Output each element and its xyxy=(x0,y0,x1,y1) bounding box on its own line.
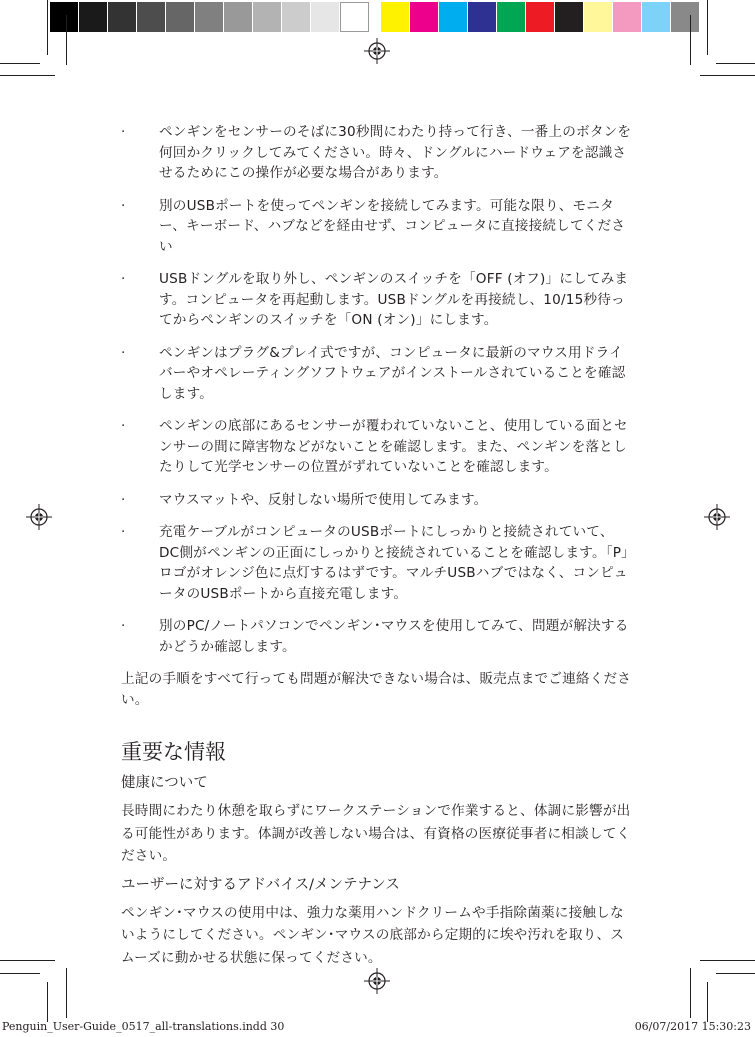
registration-target-icon xyxy=(26,504,52,530)
registration-target-icon xyxy=(704,504,730,530)
page-content xyxy=(121,122,633,975)
color-swatch xyxy=(166,2,195,32)
list-item xyxy=(121,416,633,478)
color-swatch xyxy=(108,2,137,32)
health-text: 長時間にわたり休憩を取らずにワークステーションで作業すると、体調に影響が出る可能性があります。体調が改善しない場合は、有資格の医療従事者に相談してください。 xyxy=(121,803,631,864)
color-swatch xyxy=(410,2,439,32)
crop-mark xyxy=(0,960,55,961)
bullet-marker: · xyxy=(121,618,126,634)
crop-mark xyxy=(700,75,755,76)
bullet-marker: · xyxy=(121,124,126,140)
color-swatch xyxy=(50,2,79,32)
bullet-marker: · xyxy=(121,197,126,214)
process-color-bar xyxy=(381,2,700,32)
list-item xyxy=(121,269,633,331)
crop-mark xyxy=(690,15,691,65)
list-item xyxy=(121,122,633,184)
crop-mark xyxy=(690,968,691,1018)
crop-mark xyxy=(707,982,708,1022)
troubleshooting-list xyxy=(121,122,633,657)
color-swatch xyxy=(137,2,166,32)
maintenance-heading: ユーザーに対するアドバイス/メンテナンス xyxy=(121,876,400,893)
list-item-text: ペンギンをセンサーのそばに30秒間にわたり持って行き、一番上のボタンを何回かクリックしてみてください。時々、ドングルにハードウェアを認識させるためにこの操作が必要な場合があります。 xyxy=(159,124,632,181)
crop-mark xyxy=(66,15,67,65)
list-item xyxy=(121,343,633,405)
file-slug: Penguin_User-Guide_0517_all-translations.indd 30 xyxy=(2,1020,285,1033)
crop-mark xyxy=(47,982,48,1022)
registration-target-icon xyxy=(364,38,390,64)
color-swatch xyxy=(671,2,700,32)
list-item-text: 別のUSBポートを使ってペンギンを接続してみます。可能な限り、モニター、キーボード、ハブなどを経由せず、コンピュータに直接接続してください xyxy=(159,197,626,255)
crop-mark xyxy=(716,63,755,64)
crop-mark xyxy=(700,960,755,961)
color-swatch xyxy=(195,2,224,32)
list-item xyxy=(121,490,633,511)
color-swatch xyxy=(340,2,369,32)
color-swatch xyxy=(311,2,340,32)
color-swatch xyxy=(526,2,555,32)
bullet-marker: · xyxy=(121,344,126,361)
color-swatch xyxy=(282,2,311,32)
bullet-marker: · xyxy=(121,271,126,287)
crop-mark xyxy=(716,973,755,974)
color-swatch xyxy=(253,2,282,32)
color-swatch xyxy=(468,2,497,32)
color-swatch xyxy=(224,2,253,32)
grayscale-color-bar xyxy=(50,2,369,32)
list-item-text: USBドングルを取り外し、ペンギンのスイッチを「OFF (オフ)」にしてみます。コンピュータを再起動します。USBドングルを再接続し、10/15秒待ってからペンギンのスイッチを「ON (オン)」にします。 xyxy=(159,271,629,328)
list-item-text: 別のPC/ノートパソコンでペンギン･マウスを使用してみて、問題が解決するかどうか確認します。 xyxy=(159,618,629,655)
health-heading: 健康について xyxy=(121,775,208,791)
maintenance-text: ペンギン･マウスの使用中は、強力な薬用ハンドクリームや手指除菌薬に接触しないようにしてください。ペンギン･マウスの底部から定期的に埃や汚れを取り、スムーズに動かせる状態に保ってください。 xyxy=(121,904,625,966)
color-swatch xyxy=(79,2,108,32)
crop-mark xyxy=(47,0,48,55)
color-swatch xyxy=(642,2,671,32)
list-item-text: ペンギンの底部にあるセンサーが覆われていないこと、使用している面とセンサーの間に障害物などがないことを確認します。また、ペンギンを落としたりして光学センサーの位置がずれていないことを確認します。 xyxy=(159,418,628,475)
timestamp-slug: 06/07/2017 15:30:23 xyxy=(634,1020,751,1033)
crop-mark xyxy=(66,968,67,1018)
color-swatch xyxy=(439,2,468,32)
color-swatch xyxy=(584,2,613,32)
color-swatch xyxy=(381,2,410,32)
important-info-title: 重要な情報 xyxy=(121,740,226,764)
bullet-marker: · xyxy=(121,418,126,434)
bullet-marker: · xyxy=(121,524,126,540)
closing-paragraph: 上記の手順をすべて行っても問題が解決できない場合は、販売点までご連絡ください。 xyxy=(121,671,632,708)
list-item xyxy=(121,196,633,258)
color-swatch xyxy=(497,2,526,32)
crop-mark xyxy=(0,63,40,64)
color-swatch xyxy=(555,2,584,32)
bullet-marker: · xyxy=(121,491,126,508)
list-item xyxy=(121,522,633,604)
crop-mark xyxy=(707,0,708,55)
list-item-text: ペンギンはプラグ&プレイ式ですが、コンピュータに最新のマウス用ドライバーやオペレーティングソフトウェアがインストールされていることを確認します。 xyxy=(159,344,626,402)
crop-mark xyxy=(0,973,40,974)
list-item-text: 充電ケーブルがコンピュータのUSBポートにしっかりと接続されていて、DC側がペンギンの正面にしっかりと接続されていることを確認します。「P」ロゴがオレンジ色に点灯するはずです。マルチUSBハブではなく、コンピュータのUSBポートから直接充電します。 xyxy=(159,524,629,602)
list-item xyxy=(121,616,633,657)
list-item-text: マウスマットや、反射しない場所で使用してみます。 xyxy=(159,491,488,508)
crop-mark xyxy=(0,75,55,76)
color-swatch xyxy=(613,2,642,32)
